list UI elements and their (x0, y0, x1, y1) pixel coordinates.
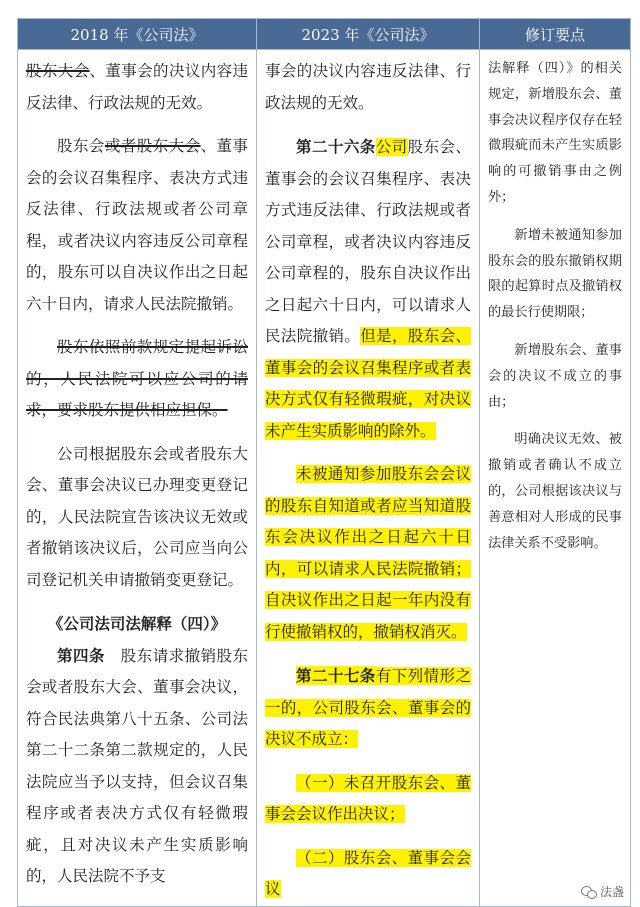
article-27 (265, 660, 471, 756)
deleted-text: 股东依照前款规定提起诉讼的，人民法院可以应公司的请求，要求股东提供相应担保。 (26, 338, 248, 419)
comparison-table (17, 18, 631, 907)
col1-paragraph-3 (26, 332, 248, 427)
column-2018-law (18, 50, 257, 907)
article-27-item-1 (265, 768, 471, 831)
text: 、董事会的决议内容违反法律、行政法规的无效。 (26, 62, 248, 112)
header-2023: 2023 年《公司法》 (257, 19, 480, 50)
article-number: 第二十七条 (296, 666, 376, 685)
text: 股东请求撤销股东会或者股东大会、董事会决议，符合民法典第八十五条、公司法第二十二条第二款规定的，人民法院应当予以支持，但会议召集程序或者表决方式仅有轻微瑕疵，且对决议未产生实质影响的，人民法院不予支 (26, 646, 248, 885)
col1-paragraph-1 (26, 56, 248, 119)
judicial-interpretation-title: 《公司法司法解释（四）》 (47, 614, 227, 633)
highlighted-text: 有下列情形之一的，公司股东会、董事会的决议不成立： (265, 667, 471, 748)
note-4: 明确决议无效、被撤销或者确认不成立的，公司根据该决议与善意相对人形成的民事法律关系不受影响。 (488, 432, 622, 551)
column-2023-law (257, 50, 480, 907)
note-1: 法解释（四）》的相关规定，新增股东会、董事会决议程序仅存在轻微瑕疵而未产生实质影响的可撤销事由之例外； (488, 61, 622, 205)
highlighted-text: 但是，股东会、董事会的会议召集程序或者表决方式仅有轻微瑕疵，对决议未产生实质影响的除外。 (265, 327, 471, 440)
column-revision-points (480, 50, 631, 907)
text: 、董事会的会议召集程序、表决方式违反法律、行政法规或者公司章程，或者决议内容违反公司章程的，股东可以自决议作出之日起六十日内，请求人民法院撤销。 (26, 137, 248, 313)
col1-paragraph-4: 公司根据股东会或者股东大会、董事会决议已办理变更登记的，人民法院宣告该决议无效或者撤销该决议后，公司应当向公司登记机关申请撤销变更登记。 (26, 444, 248, 589)
article-27-item-2 (265, 843, 471, 906)
note-3: 新增股东会、董事会的决议不成立的事由； (488, 342, 622, 410)
deleted-text: 股东大会 (26, 62, 90, 80)
article-26 (265, 131, 471, 447)
brand-name: 法盏 (599, 885, 624, 899)
col1-paragraph-5 (26, 640, 248, 893)
highlighted-text: （二）股东会、董事会会议 (265, 848, 471, 898)
article-number: 第四条 (57, 645, 105, 665)
watermark (581, 883, 624, 900)
note-2: 新增未被通知参加股东会的股东撤销权期限的起算时点及撤销权的最长行使期限； (488, 227, 622, 321)
header-2018: 2018 年《公司法》 (18, 19, 257, 50)
deleted-text: 或者股东大会 (104, 137, 201, 155)
text: 股东会、董事会的会议召集程序、表决方式违反法律、行政法规或者公司章程，或者决议内容违反公司章程的，股东自决议作出之日起六十日内，可以请求人民法院撤销。 (265, 138, 471, 345)
col1-paragraph-2 (26, 131, 248, 320)
highlighted-text: 未被通知参加股东会会议的股东自知道或者应当知道股东会决议作出之日起六十日内，可以请求人民法院撤销；自决议作出之日起一年内没有行使撤销权的，撤销权消灭。 (265, 465, 471, 641)
text: 股东会 (57, 137, 105, 155)
highlighted-text: （一）未召开股东会、董事会会议作出决议； (265, 773, 471, 823)
article-number: 第二十六条 (296, 137, 376, 156)
header-revision-points: 修订要点 (480, 19, 631, 50)
col2-paragraph-1: 事会的决议内容违反法律、行政法规的无效。 (265, 62, 471, 112)
wechat-icon (581, 886, 597, 898)
highlighted-text: 公司 (375, 138, 408, 156)
col2-paragraph-3 (265, 459, 471, 648)
